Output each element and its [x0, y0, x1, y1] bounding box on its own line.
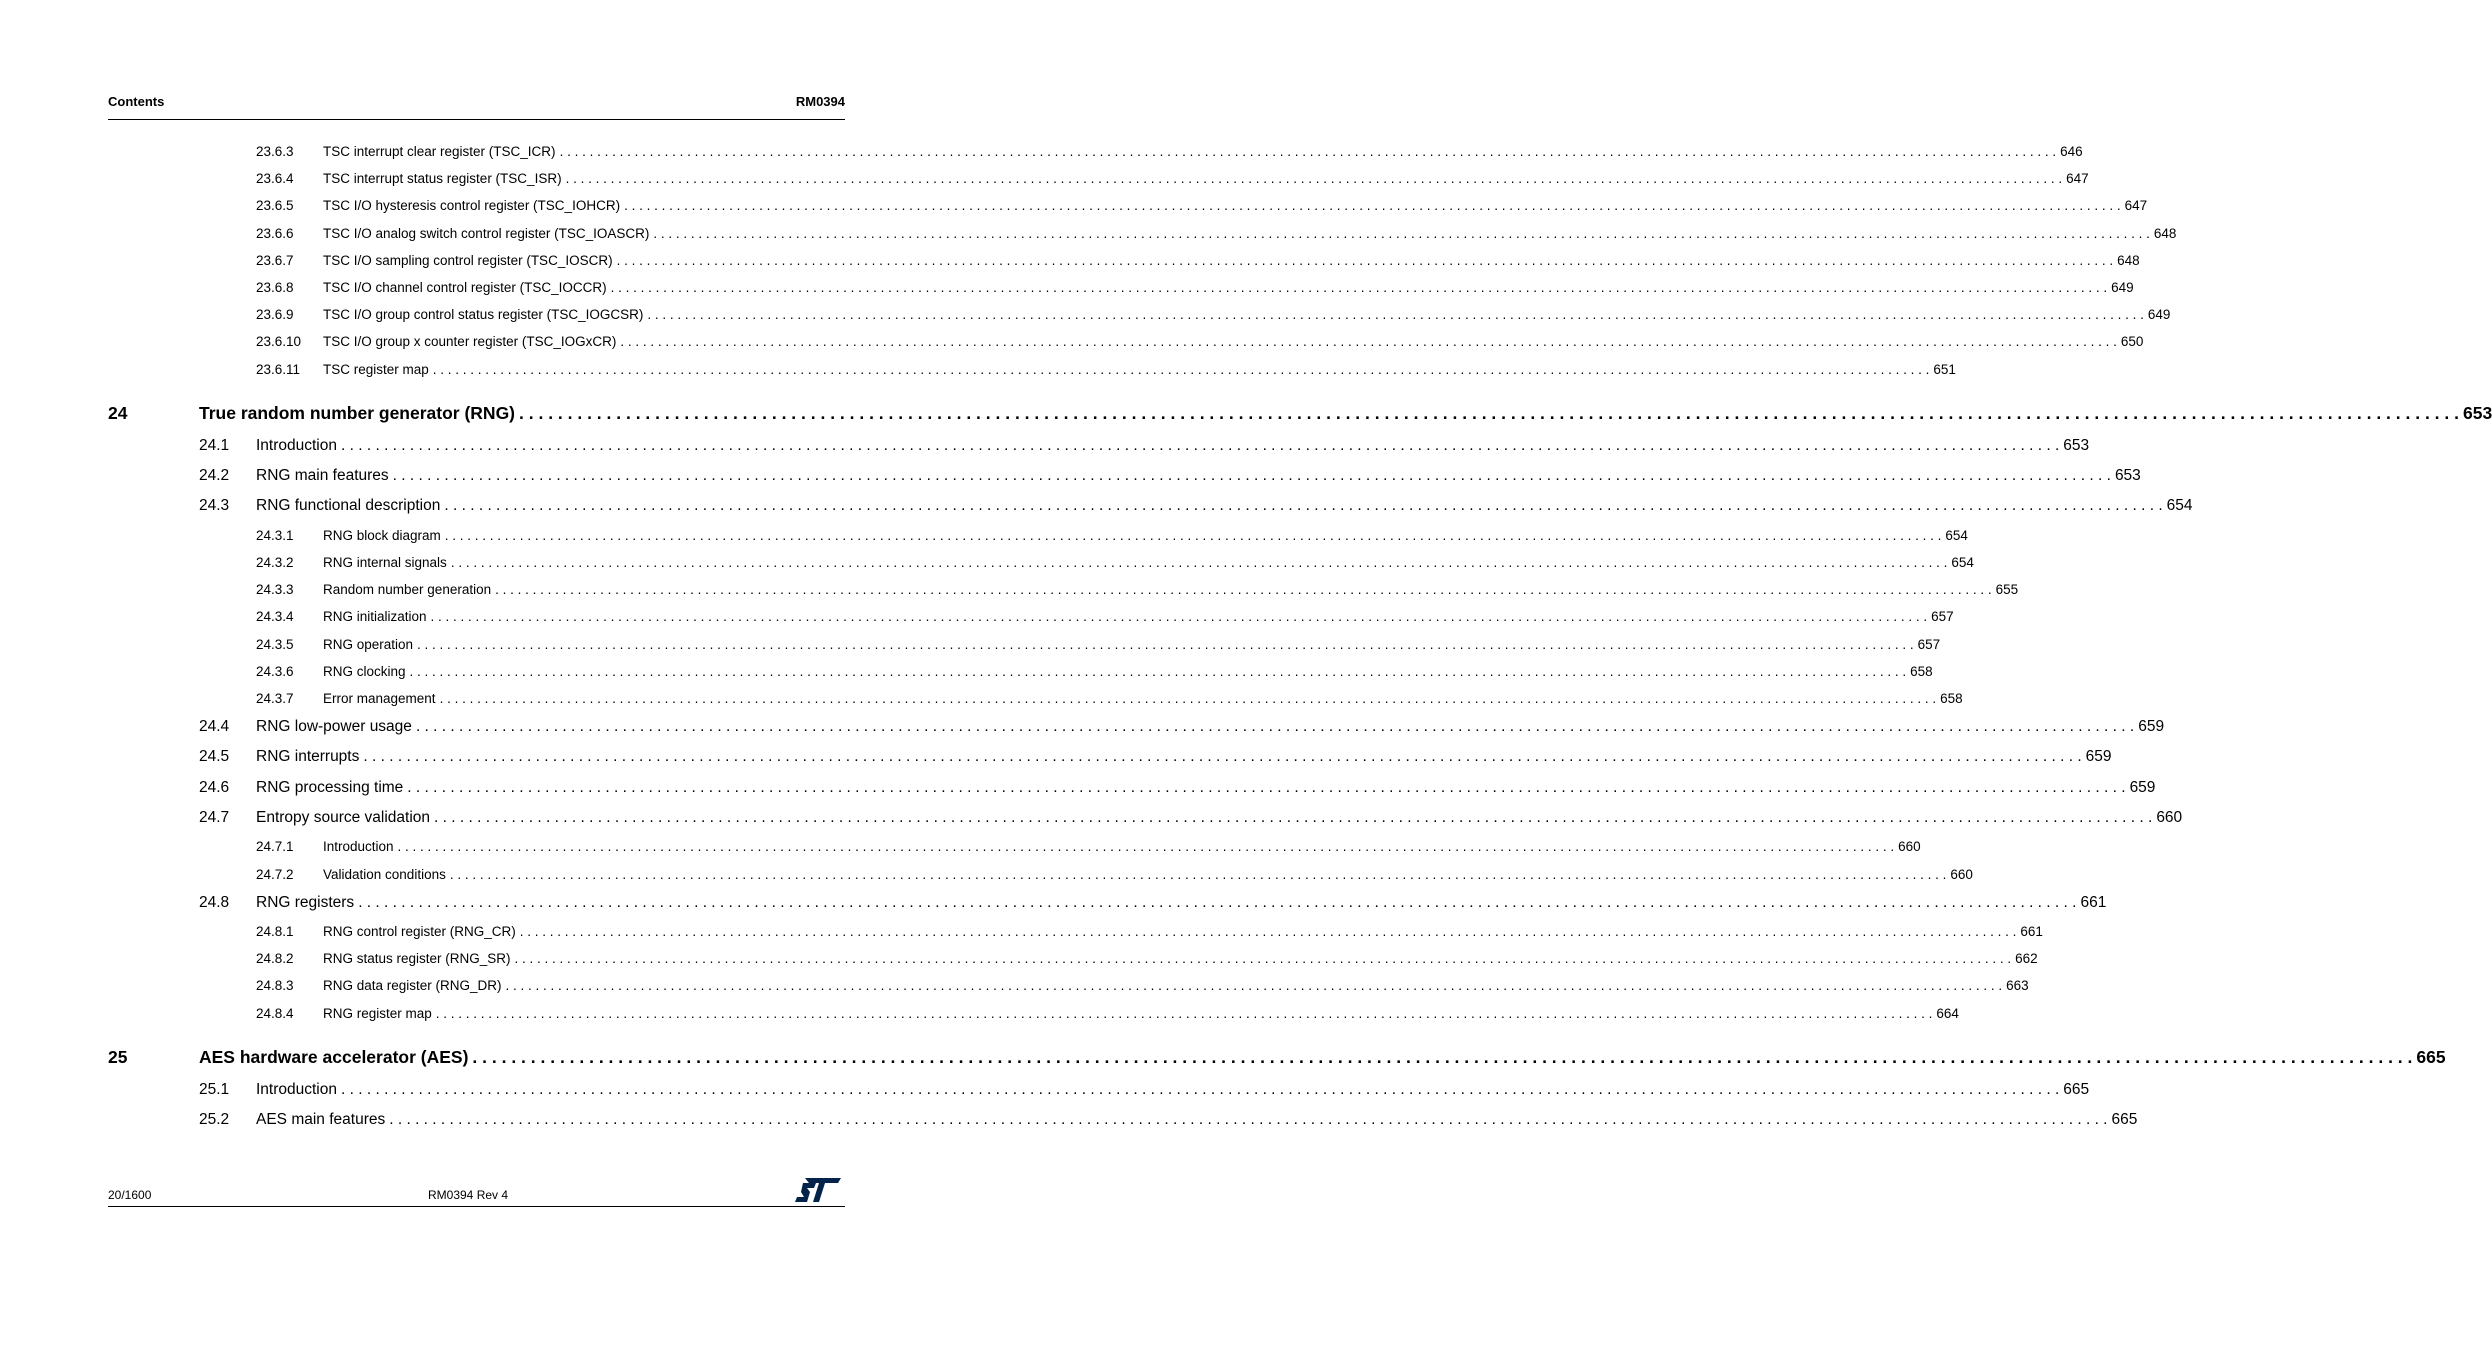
page-header [108, 94, 845, 120]
toc-entry-number: 24.8.3 [256, 978, 294, 994]
toc-entry-number: 24.1 [199, 436, 230, 454]
toc-entry-title[interactable]: RNG internal signals [323, 554, 447, 570]
toc-entry-page[interactable]: 659 [2085, 748, 2112, 766]
toc-entry-number: 24.4 [199, 718, 230, 736]
toc-entry-number: 24.2 [199, 467, 230, 485]
toc-entry-title[interactable]: RNG data register (RNG_DR) [323, 978, 502, 994]
toc-entry-number: 24.7 [199, 809, 230, 826]
toc-entry-number: 23.6.3 [256, 144, 294, 159]
header-doc-id: RM0394 [795, 94, 845, 109]
toc-entry-page[interactable]: 658 [1940, 690, 1963, 706]
toc-leader-dots: . . . . . . . . . . . . . . . . . . . . . . . . . . . . . . . . . . . . . . . . . . . . . . . . . . . . . . . . . . . . . . . . . . . . . . . . . . . . . . . . . . . . . . . . . . . . . . . . . . . . . . . . . . . . . . . . . . . . . . . . . . . . . . . . . . . . . . . . . . . . . . . . . . . . . . . . . . . . . . . . . . . . . . . . . . . . . . . . . . . . . . . . . . . . . . . . . . . . . . . . [397, 839, 1895, 855]
toc-entry-title[interactable]: AES main features [256, 1111, 386, 1129]
toc-leader-dots: . . . . . . . . . . . . . . . . . . . . . . . . . . . . . . . . . . . . . . . . . . . . . . . . . . . . . . . . . . . . . . . . . . . . . . . . . . . . . . . . . . . . . . . . . . . . . . . . . . . . . . . . . . . . . . . . . . . . . . . . . . . . . . . . . . . . . . . . . . . . . . . . . . . . . . . . . . . . . . . . . . . . . . . . . . . . . . . . . . . . . . . . . . . . . . . . . . . . . . . . [417, 636, 1914, 652]
toc-entry[interactable] [108, 663, 1933, 691]
toc-leader-dots: . . . . . . . . . . . . . . . . . . . . . . . . . . . . . . . . . . . . . . . . . . . . . . . . . . . . . . . . . . . . . . . . . . . . . . . . . . . . . . . . . . . . . . . . . . . . . . . . . . . . . . . . . . . . . . . . . . . . . . . . . . . . . . . . . . . . . . . . . . . . . . . . . . . . . . . . . . . . . . . . . . . . . . . . . . . . . . . . . . . . . . . . . . . . . . . . . . . . . . . . [653, 225, 2150, 241]
toc-entry-number: 23.6.11 [256, 361, 301, 377]
toc-entry-page[interactable]: 647 [2124, 198, 2148, 214]
toc-leader-dots: . . . . . . . . . . . . . . . . . . . . . . . . . . . . . . . . . . . . . . . . . . . . . . . . . . . . . . . . . . . . . . . . . . . . . . . . . . . . . . . . . . . . . . . . . . . . . . . . . . . . . . . . . . . . . . . . . . . . . . . . . . . . . . . . . . . . . . . . . . . . . . . . . . . . . . . . . . . . . . . . . . . . . . . . . . . . . . . . . . . . . . . . . . . . . . . . . . . . . . . . [341, 1080, 2060, 1098]
toc-entry[interactable] [108, 252, 2140, 280]
toc-entry-title[interactable]: TSC register map [323, 361, 429, 377]
toc-leader-dots: . . . . . . . . . . . . . . . . . . . . . . . . . . . . . . . . . . . . . . . . . . . . . . . . . . . . . . . . . . . . . . . . . . . . . . . . . . . . . . . . . . . . . . . . . . . . . . . . . . . . . . . . . . . . . . . . . . . . . . . . . . . . . . . . . . . . . . . . . . . . . . . . . . . . . . . . . . . . . . . . . . . . . . . . . . . . . . . . . . . . . . . . . . . . . . . . . . . . . . . . [409, 663, 1907, 679]
toc-entry-page[interactable]: 663 [2006, 978, 2029, 994]
toc-entry-title[interactable]: Introduction [256, 436, 337, 454]
toc-entry[interactable] [108, 924, 2043, 951]
toc-entry-page[interactable]: 651 [1933, 361, 1956, 377]
toc-entry-title[interactable]: Entropy source validation [256, 809, 431, 826]
toc-entry[interactable] [108, 334, 2144, 361]
toc-entry-number: 24.3 [199, 497, 230, 515]
toc-entry[interactable] [108, 280, 2134, 307]
toc-entry-page[interactable]: 657 [1931, 609, 1954, 625]
toc-entry[interactable] [108, 225, 2177, 253]
toc-entry-number: 23.6.4 [256, 171, 294, 187]
toc-entry-title[interactable]: RNG initialization [323, 609, 427, 625]
toc-entry[interactable] [108, 402, 2492, 437]
toc-leader-dots: . . . . . . . . . . . . . . . . . . . . . . . . . . . . . . . . . . . . . . . . . . . . . . . . . . . . . . . . . . . . . . . . . . . . . . . . . . . . . . . . . . . . . . . . . . . . . . . . . . . . . . . . . . . . . . . . . . . . . . . . . . . . . . . . . . . . . . . . . . . . . . . . . . . . . . . . . . . . . . . . . . . . . . . . . . . . . . . . . . . . . . . . . . . . . . . . . . . . . . . . [620, 334, 2117, 350]
toc-leader-dots: . . . . . . . . . . . . . . . . . . . . . . . . . . . . . . . . . . . . . . . . . . . . . . . . . . . . . . . . . . . . . . . . . . . . . . . . . . . . . . . . . . . . . . . . . . . . . . . . . . . . . . . . . . . . . . . . . . . . . . . . . . . . . . . . . . . . . . . . . . . . . . . . . . . . . . . . . . . . . . . . . . . . . . . . . . . . . . . . . . . . . . . . . . . . . . . . . . . . . . . . [616, 252, 2114, 268]
toc-entry-page[interactable]: 660 [2156, 809, 2183, 826]
toc-entry[interactable] [108, 144, 2083, 171]
toc-entry-number: 23.6.5 [256, 198, 294, 214]
toc-entry-title[interactable]: TSC I/O sampling control register (TSC_IOSCR) [323, 252, 613, 268]
toc-entry-page[interactable]: 658 [1910, 663, 1933, 679]
toc-leader-dots: . . . . . . . . . . . . . . . . . . . . . . . . . . . . . . . . . . . . . . . . . . . . . . . . . . . . . . . . . . . . . . . . . . . . . . . . . . . . . . . . . . . . . . . . . . . . . . . . . . . . . . . . . . . . . . . . . . . . . . . . . . . . . . . . . . . . . . . . . . . . . . . . . . . . . . . . . . . . . . . . . . . . . . . . . . . . . . . . . . . . . . . . . . . . . . . . . . . . . . . . [472, 1046, 2413, 1067]
toc-entry[interactable] [108, 748, 2112, 778]
toc-entry-page[interactable]: 653 [2462, 402, 2492, 423]
toc-entry-number: 24.8 [199, 893, 230, 911]
toc-leader-dots: . . . . . . . . . . . . . . . . . . . . . . . . . . . . . . . . . . . . . . . . . . . . . . . . . . . . . . . . . . . . . . . . . . . . . . . . . . . . . . . . . . . . . . . . . . . . . . . . . . . . . . . . . . . . . . . . . . . . . . . . . . . . . . . . . . . . . . . . . . . . . . . . . . . . . . . . . . . . . . . . . . . . . . . . . . . . . . . . . . . . . . . . . . . . . . . . . . . . . . . . [444, 497, 2163, 515]
toc-entry-page[interactable]: 665 [2416, 1046, 2446, 1067]
toc-entry-title[interactable]: Introduction [256, 1080, 337, 1098]
toc-entry-page[interactable]: 650 [2120, 334, 2144, 350]
toc-entry-number: 24 [108, 402, 128, 423]
toc-entry-number: 23.6.8 [256, 280, 294, 295]
toc-entry[interactable] [108, 198, 2148, 225]
toc-entry[interactable] [108, 609, 1954, 636]
toc-entry[interactable] [108, 718, 2165, 748]
toc-entry-page[interactable]: 646 [2060, 144, 2083, 159]
toc-entry[interactable] [108, 436, 2090, 467]
toc-entry-page[interactable]: 647 [2066, 171, 2089, 187]
toc-entry[interactable] [108, 839, 1921, 866]
toc-entry-number: 24.3.1 [256, 527, 294, 543]
header-section-label: Contents [108, 94, 165, 109]
toc-entry-number: 24.3.4 [256, 609, 294, 625]
toc-entry-number: 23.6.9 [256, 307, 294, 323]
toc-entry-page[interactable]: 661 [2020, 924, 2043, 939]
toc-entry-page[interactable]: 653 [2063, 436, 2090, 454]
toc-entry[interactable] [108, 809, 2183, 839]
toc-entry-title[interactable]: TSC I/O hysteresis control register (TSC_IOHCR) [323, 198, 621, 214]
toc-leader-dots: . . . . . . . . . . . . . . . . . . . . . . . . . . . . . . . . . . . . . . . . . . . . . . . . . . . . . . . . . . . . . . . . . . . . . . . . . . . . . . . . . . . . . . . . . . . . . . . . . . . . . . . . . . . . . . . . . . . . . . . . . . . . . . . . . . . . . . . . . . . . . . . . . . . . . . . . . . . . . . . . . . . . . . . . . . . . . . . . . . . . . . . . . . . . . . . . . . . . . . . . [389, 1111, 2108, 1129]
toc-leader-dots: . . . . . . . . . . . . . . . . . . . . . . . . . . . . . . . . . . . . . . . . . . . . . . . . . . . . . . . . . . . . . . . . . . . . . . . . . . . . . . . . . . . . . . . . . . . . . . . . . . . . . . . . . . . . . . . . . . . . . . . . . . . . . . . . . . . . . . . . . . . . . . . . . . . . . . . . . . . . . . . . . . . . . . . . . . . . . . . . . . . . . . . . . . . . . . . . . . . . . . . . [439, 690, 1937, 706]
toc-entry-page[interactable]: 660 [1898, 839, 1921, 855]
toc-entry[interactable] [108, 866, 1973, 894]
toc-entry[interactable] [108, 951, 2038, 978]
toc-entry[interactable] [108, 467, 2141, 497]
toc-leader-dots: . . . . . . . . . . . . . . . . . . . . . . . . . . . . . . . . . . . . . . . . . . . . . . . . . . . . . . . . . . . . . . . . . . . . . . . . . . . . . . . . . . . . . . . . . . . . . . . . . . . . . . . . . . . . . . . . . . . . . . . . . . . . . . . . . . . . . . . . . . . . . . . . . . . . . . . . . . . . . . . . . . . . . . . . . . . . . . . . . . . . . . . . . . . . . . . . . . . . . . . . [444, 527, 1942, 543]
toc-entry-title[interactable]: RNG status register (RNG_SR) [323, 951, 511, 967]
toc-entry-page[interactable]: 648 [2117, 252, 2140, 268]
footer-page-number: 20/1600 [108, 1188, 152, 1202]
page-footer [108, 1182, 845, 1207]
toc-entry-title[interactable]: RNG low-power usage [256, 718, 412, 736]
toc-entry-number: 24.3.6 [256, 663, 294, 679]
toc-entry-title[interactable]: Random number generation [323, 582, 492, 598]
toc-leader-dots: . . . . . . . . . . . . . . . . . . . . . . . . . . . . . . . . . . . . . . . . . . . . . . . . . . . . . . . . . . . . . . . . . . . . . . . . . . . . . . . . . . . . . . . . . . . . . . . . . . . . . . . . . . . . . . . . . . . . . . . . . . . . . . . . . . . . . . . . . . . . . . . . . . . . . . . . . . . . . . . . . . . . . . . . . . . . . . . . . . . . . . . . . . . . . . . . . . . . . . . . [430, 609, 1928, 625]
toc-entry-title[interactable]: TSC I/O channel control register (TSC_IOCCR) [323, 280, 607, 295]
toc-entry-number: 23.6.6 [256, 225, 294, 241]
toc-leader-dots: . . . . . . . . . . . . . . . . . . . . . . . . . . . . . . . . . . . . . . . . . . . . . . . . . . . . . . . . . . . . . . . . . . . . . . . . . . . . . . . . . . . . . . . . . . . . . . . . . . . . . . . . . . . . . . . . . . . . . . . . . . . . . . . . . . . . . . . . . . . . . . . . . . . . . . . . . . . . . . . . . . . . . . . . . . . . . . . . . . . . . . . . . . . . . . . . . . . . . . . . [415, 718, 2135, 736]
toc-entry-title[interactable]: RNG operation [323, 636, 414, 652]
toc-leader-dots: . . . . . . . . . . . . . . . . . . . . . . . . . . . . . . . . . . . . . . . . . . . . . . . . . . . . . . . . . . . . . . . . . . . . . . . . . . . . . . . . . . . . . . . . . . . . . . . . . . . . . . . . . . . . . . . . . . . . . . . . . . . . . . . . . . . . . . . . . . . . . . . . . . . . . . . . . . . . . . . . . . . . . . . . . . . . . . . . . . . . . . . . . . . . . . . . . . . . . . . . [495, 582, 1992, 598]
toc-entry-page[interactable]: 655 [1995, 582, 2019, 598]
toc-entry-number: 24.8.4 [256, 1005, 294, 1021]
toc-entry[interactable] [108, 582, 2019, 609]
st-logo-icon [795, 1178, 841, 1202]
toc-leader-dots: . . . . . . . . . . . . . . . . . . . . . . . . . . . . . . . . . . . . . . . . . . . . . . . . . . . . . . . . . . . . . . . . . . . . . . . . . . . . . . . . . . . . . . . . . . . . . . . . . . . . . . . . . . . . . . . . . . . . . . . . . . . . . . . . . . . . . . . . . . . . . . . . . . . . . . . . . . . . . . . . . . . . . . . . . . . . . . . . . . . . . . . . . . . . . . . . . . . . . . . . [392, 467, 2111, 485]
toc-entry[interactable] [108, 171, 2089, 198]
toc-entry-title[interactable]: Validation conditions [323, 866, 446, 882]
toc-entry-number: 25 [108, 1046, 128, 1067]
toc-entry[interactable] [108, 554, 1974, 582]
toc-entry[interactable] [108, 778, 2156, 809]
toc-leader-dots: . . . . . . . . . . . . . . . . . . . . . . . . . . . . . . . . . . . . . . . . . . . . . . . . . . . . . . . . . . . . . . . . . . . . . . . . . . . . . . . . . . . . . . . . . . . . . . . . . . . . . . . . . . . . . . . . . . . . . . . . . . . . . . . . . . . . . . . . . . . . . . . . . . . . . . . . . . . . . . . . . . . . . . . . . . . . . . . . . . . . . . . . . . . . . . . . . . . . . . . . [624, 198, 2121, 214]
toc-entry[interactable] [108, 1111, 2138, 1141]
toc-entry-number: 23.6.10 [256, 334, 302, 350]
toc-entry-title[interactable]: TSC I/O group control status register (TSC_IOGCSR) [323, 307, 644, 323]
toc-entry-number: 24.6 [199, 778, 230, 796]
toc-leader-dots: . . . . . . . . . . . . . . . . . . . . . . . . . . . . . . . . . . . . . . . . . . . . . . . . . . . . . . . . . . . . . . . . . . . . . . . . . . . . . . . . . . . . . . . . . . . . . . . . . . . . . . . . . . . . . . . . . . . . . . . . . . . . . . . . . . . . . . . . . . . . . . . . . . . . . . . . . . . . . . . . . . . . . . . . . . . . . . . . . . . . . . . . . . . . . . . . . . . . . . . . [434, 809, 2153, 826]
toc-entry[interactable] [108, 1046, 2446, 1081]
toc-entry-page[interactable]: 654 [1951, 554, 1974, 570]
toc-leader-dots: . . . . . . . . . . . . . . . . . . . . . . . . . . . . . . . . . . . . . . . . . . . . . . . . . . . . . . . . . . . . . . . . . . . . . . . . . . . . . . . . . . . . . . . . . . . . . . . . . . . . . . . . . . . . . . . . . . . . . . . . . . . . . . . . . . . . . . . . . . . . . . . . . . . . . . . . . . . . . . . . . . . . . . . . . . . . . . . . . . . . . . . . . . . . . . . . . . . . . . . . [519, 924, 2017, 939]
toc-entry-page[interactable]: 661 [2080, 893, 2107, 911]
toc-entry[interactable] [108, 527, 1968, 555]
toc-entry-page[interactable]: 654 [1945, 527, 1968, 543]
toc-leader-dots: . . . . . . . . . . . . . . . . . . . . . . . . . . . . . . . . . . . . . . . . . . . . . . . . . . . . . . . . . . . . . . . . . . . . . . . . . . . . . . . . . . . . . . . . . . . . . . . . . . . . . . . . . . . . . . . . . . . . . . . . . . . . . . . . . . . . . . . . . . . . . . . . . . . . . . . . . . . . . . . . . . . . . . . . . . . . . . . . . . . . . . . . . . . . . . . . . . . . . . . . [432, 361, 1930, 377]
toc-leader-dots: . . . . . . . . . . . . . . . . . . . . . . . . . . . . . . . . . . . . . . . . . . . . . . . . . . . . . . . . . . . . . . . . . . . . . . . . . . . . . . . . . . . . . . . . . . . . . . . . . . . . . . . . . . . . . . . . . . . . . . . . . . . . . . . . . . . . . . . . . . . . . . . . . . . . . . . . . . . . . . . . . . . . . . . . . . . . . . . . . . . . . . . . . . . . . . . . . . . . . . . . [435, 1005, 1933, 1021]
toc-entry[interactable] [108, 690, 1963, 718]
toc-entry-page[interactable]: 653 [2114, 467, 2141, 485]
toc-entry-title[interactable]: RNG control register (RNG_CR) [323, 924, 516, 939]
toc-entry-title[interactable]: RNG processing time [256, 778, 404, 796]
toc-entry[interactable] [108, 307, 2171, 334]
toc-leader-dots: . . . . . . . . . . . . . . . . . . . . . . . . . . . . . . . . . . . . . . . . . . . . . . . . . . . . . . . . . . . . . . . . . . . . . . . . . . . . . . . . . . . . . . . . . . . . . . . . . . . . . . . . . . . . . . . . . . . . . . . . . . . . . . . . . . . . . . . . . . . . . . . . . . . . . . . . . . . . . . . . . . . . . . . . . . . . . . . . . . . . . . . . . . . . . . . . . . . . . . . . [505, 978, 2003, 994]
toc-entry-number: 24.5 [199, 748, 230, 766]
toc-entry[interactable] [108, 636, 1941, 664]
toc-leader-dots: . . . . . . . . . . . . . . . . . . . . . . . . . . . . . . . . . . . . . . . . . . . . . . . . . . . . . . . . . . . . . . . . . . . . . . . . . . . . . . . . . . . . . . . . . . . . . . . . . . . . . . . . . . . . . . . . . . . . . . . . . . . . . . . . . . . . . . . . . . . . . . . . . . . . . . . . . . . . . . . . . . . . . . . . . . . . . . . . . . . . . . . . . . . . . . . . . . . . . . . . [610, 280, 2108, 295]
toc-entry-number: 25.2 [199, 1111, 230, 1129]
toc-entry[interactable] [108, 1080, 2090, 1111]
toc-leader-dots: . . . . . . . . . . . . . . . . . . . . . . . . . . . . . . . . . . . . . . . . . . . . . . . . . . . . . . . . . . . . . . . . . . . . . . . . . . . . . . . . . . . . . . . . . . . . . . . . . . . . . . . . . . . . . . . . . . . . . . . . . . . . . . . . . . . . . . . . . . . . . . . . . . . . . . . . . . . . . . . . . . . . . . . . . . . . . . . . . . . . . . . . . . . . . . . . . . . . . . . . [559, 144, 2057, 159]
toc-entry-number: 23.6.7 [256, 252, 294, 268]
toc-leader-dots: . . . . . . . . . . . . . . . . . . . . . . . . . . . . . . . . . . . . . . . . . . . . . . . . . . . . . . . . . . . . . . . . . . . . . . . . . . . . . . . . . . . . . . . . . . . . . . . . . . . . . . . . . . . . . . . . . . . . . . . . . . . . . . . . . . . . . . . . . . . . . . . . . . . . . . . . . . . . . . . . . . . . . . . . . . . . . . . . . . . . . . . . . . . . . . . . . . . . . . . . [450, 554, 1948, 570]
toc-entry-page[interactable]: 649 [2111, 280, 2134, 295]
toc-leader-dots: . . . . . . . . . . . . . . . . . . . . . . . . . . . . . . . . . . . . . . . . . . . . . . . . . . . . . . . . . . . . . . . . . . . . . . . . . . . . . . . . . . . . . . . . . . . . . . . . . . . . . . . . . . . . . . . . . . . . . . . . . . . . . . . . . . . . . . . . . . . . . . . . . . . . . . . . . . . . . . . . . . . . . . . . . . . . . . . . . . . . . . . . . . . . . . . . . . . . . . . . [358, 893, 2077, 911]
toc-entry-title[interactable]: RNG clocking [323, 663, 406, 679]
toc-entry-title[interactable]: RNG register map [323, 1005, 432, 1021]
toc-leader-dots: . . . . . . . . . . . . . . . . . . . . . . . . . . . . . . . . . . . . . . . . . . . . . . . . . . . . . . . . . . . . . . . . . . . . . . . . . . . . . . . . . . . . . . . . . . . . . . . . . . . . . . . . . . . . . . . . . . . . . . . . . . . . . . . . . . . . . . . . . . . . . . . . . . . . . . . . . . . . . . . . . . . . . . . . . . . . . . . . . . . . . . . . . . . . . . . . . . . . . . . . [341, 436, 2060, 454]
toc-entry-title[interactable]: TSC interrupt status register (TSC_ISR) [323, 171, 562, 187]
toc-entry-title[interactable]: True random number generator (RNG) [199, 402, 516, 423]
toc-entry-title[interactable]: RNG registers [256, 893, 355, 911]
toc-entry-page[interactable]: 649 [2147, 307, 2171, 323]
toc-entry-title[interactable]: Introduction [323, 839, 394, 855]
toc-entry-number: 24.8.2 [256, 951, 294, 967]
toc-entry-page[interactable]: 664 [1936, 1005, 1959, 1021]
toc-entry-page[interactable]: 665 [2063, 1080, 2090, 1098]
toc-entry-title[interactable]: Error management [323, 690, 436, 706]
toc-entry-number: 25.1 [199, 1080, 230, 1098]
toc-entry-page[interactable]: 660 [1950, 866, 1973, 882]
toc-entry-number: 24.3.7 [256, 690, 294, 706]
toc-entry-page[interactable]: 659 [2138, 718, 2165, 736]
toc-entry[interactable] [108, 497, 2193, 527]
toc-entry-page[interactable]: 654 [2166, 497, 2193, 515]
toc-entry[interactable] [108, 361, 1956, 389]
toc-entry-number: 24.8.1 [256, 924, 294, 939]
toc-entry[interactable] [108, 893, 2107, 924]
toc-entry-page[interactable]: 648 [2153, 225, 2177, 241]
toc-leader-dots: . . . . . . . . . . . . . . . . . . . . . . . . . . . . . . . . . . . . . . . . . . . . . . . . . . . . . . . . . . . . . . . . . . . . . . . . . . . . . . . . . . . . . . . . . . . . . . . . . . . . . . . . . . . . . . . . . . . . . . . . . . . . . . . . . . . . . . . . . . . . . . . . . . . . . . . . . . . . . . . . . . . . . . . . . . . . . . . . . . . . . . . . . . . . . . . . . . . . . . . . [647, 307, 2144, 323]
toc-leader-dots: . . . . . . . . . . . . . . . . . . . . . . . . . . . . . . . . . . . . . . . . . . . . . . . . . . . . . . . . . . . . . . . . . . . . . . . . . . . . . . . . . . . . . . . . . . . . . . . . . . . . . . . . . . . . . . . . . . . . . . . . . . . . . . . . . . . . . . . . . . . . . . . . . . . . . . . . . . . . . . . . . . . . . . . . . . . . . . . . . . . . . . . . . . . . . . . . . . . . . . . . [449, 866, 1947, 882]
toc-entry-number: 24.7.2 [256, 866, 294, 882]
toc-leader-dots: . . . . . . . . . . . . . . . . . . . . . . . . . . . . . . . . . . . . . . . . . . . . . . . . . . . . . . . . . . . . . . . . . . . . . . . . . . . . . . . . . . . . . . . . . . . . . . . . . . . . . . . . . . . . . . . . . . . . . . . . . . . . . . . . . . . . . . . . . . . . . . . . . . . . . . . . . . . . . . . . . . . . . . . . . . . . . . . . . . . . . . . . . . . . . . . . . . . . . . . . [363, 748, 2082, 766]
toc-entry-title[interactable]: TSC I/O group x counter register (TSC_IOGxCR) [323, 334, 617, 350]
toc-entry-title[interactable]: TSC I/O analog switch control register (TSC_IOASCR) [323, 225, 650, 241]
toc-entry-title[interactable]: TSC interrupt clear register (TSC_ICR) [323, 144, 556, 159]
toc-entry-title[interactable]: RNG functional description [256, 497, 441, 515]
toc-leader-dots: . . . . . . . . . . . . . . . . . . . . . . . . . . . . . . . . . . . . . . . . . . . . . . . . . . . . . . . . . . . . . . . . . . . . . . . . . . . . . . . . . . . . . . . . . . . . . . . . . . . . . . . . . . . . . . . . . . . . . . . . . . . . . . . . . . . . . . . . . . . . . . . . . . . . . . . . . . . . . . . . . . . . . . . . . . . . . . . . . . . . . . . . . . . . . . . . . . . . . . . . [407, 778, 2126, 796]
toc-entry-title[interactable]: AES hardware accelerator (AES) [199, 1046, 469, 1067]
toc-entry[interactable] [108, 978, 2029, 1005]
toc-entry-page[interactable]: 657 [1917, 636, 1941, 652]
toc-entry[interactable] [108, 1005, 1959, 1033]
toc-leader-dots: . . . . . . . . . . . . . . . . . . . . . . . . . . . . . . . . . . . . . . . . . . . . . . . . . . . . . . . . . . . . . . . . . . . . . . . . . . . . . . . . . . . . . . . . . . . . . . . . . . . . . . . . . . . . . . . . . . . . . . . . . . . . . . . . . . . . . . . . . . . . . . . . . . . . . . . . . . . . . . . . . . . . . . . . . . . . . . . . . . . . . . . . . . . . . . . . . . . . . . . . [565, 171, 2063, 187]
toc-entry-number: 24.3.2 [256, 554, 294, 570]
toc-leader-dots: . . . . . . . . . . . . . . . . . . . . . . . . . . . . . . . . . . . . . . . . . . . . . . . . . . . . . . . . . . . . . . . . . . . . . . . . . . . . . . . . . . . . . . . . . . . . . . . . . . . . . . . . . . . . . . . . . . . . . . . . . . . . . . . . . . . . . . . . . . . . . . . . . . . . . . . . . . . . . . . . . . . . . . . . . . . . . . . . . . . . . . . . . . . . . . . . . . . . . . . . [514, 951, 2012, 967]
toc-entry-title[interactable]: RNG interrupts [256, 748, 360, 766]
toc-entry-page[interactable]: 665 [2111, 1111, 2138, 1129]
toc-entry-number: 24.7.1 [256, 839, 294, 855]
toc-entry-number: 24.3.5 [256, 636, 294, 652]
footer-doc-revision: RM0394 Rev 4 [428, 1188, 509, 1202]
toc-entry-number: 24.3.3 [256, 582, 294, 598]
toc-entry-page[interactable]: 659 [2129, 778, 2156, 796]
toc-entry-title[interactable]: RNG block diagram [323, 527, 441, 543]
toc-entry-title[interactable]: RNG main features [256, 467, 389, 485]
toc-leader-dots: . . . . . . . . . . . . . . . . . . . . . . . . . . . . . . . . . . . . . . . . . . . . . . . . . . . . . . . . . . . . . . . . . . . . . . . . . . . . . . . . . . . . . . . . . . . . . . . . . . . . . . . . . . . . . . . . . . . . . . . . . . . . . . . . . . . . . . . . . . . . . . . . . . . . . . . . . . . . . . . . . . . . . . . . . . . . . . . . . . . . . . . . . . . . . . . . . . . . . . . . [519, 402, 2459, 423]
toc-entry-page[interactable]: 662 [2015, 951, 2038, 967]
